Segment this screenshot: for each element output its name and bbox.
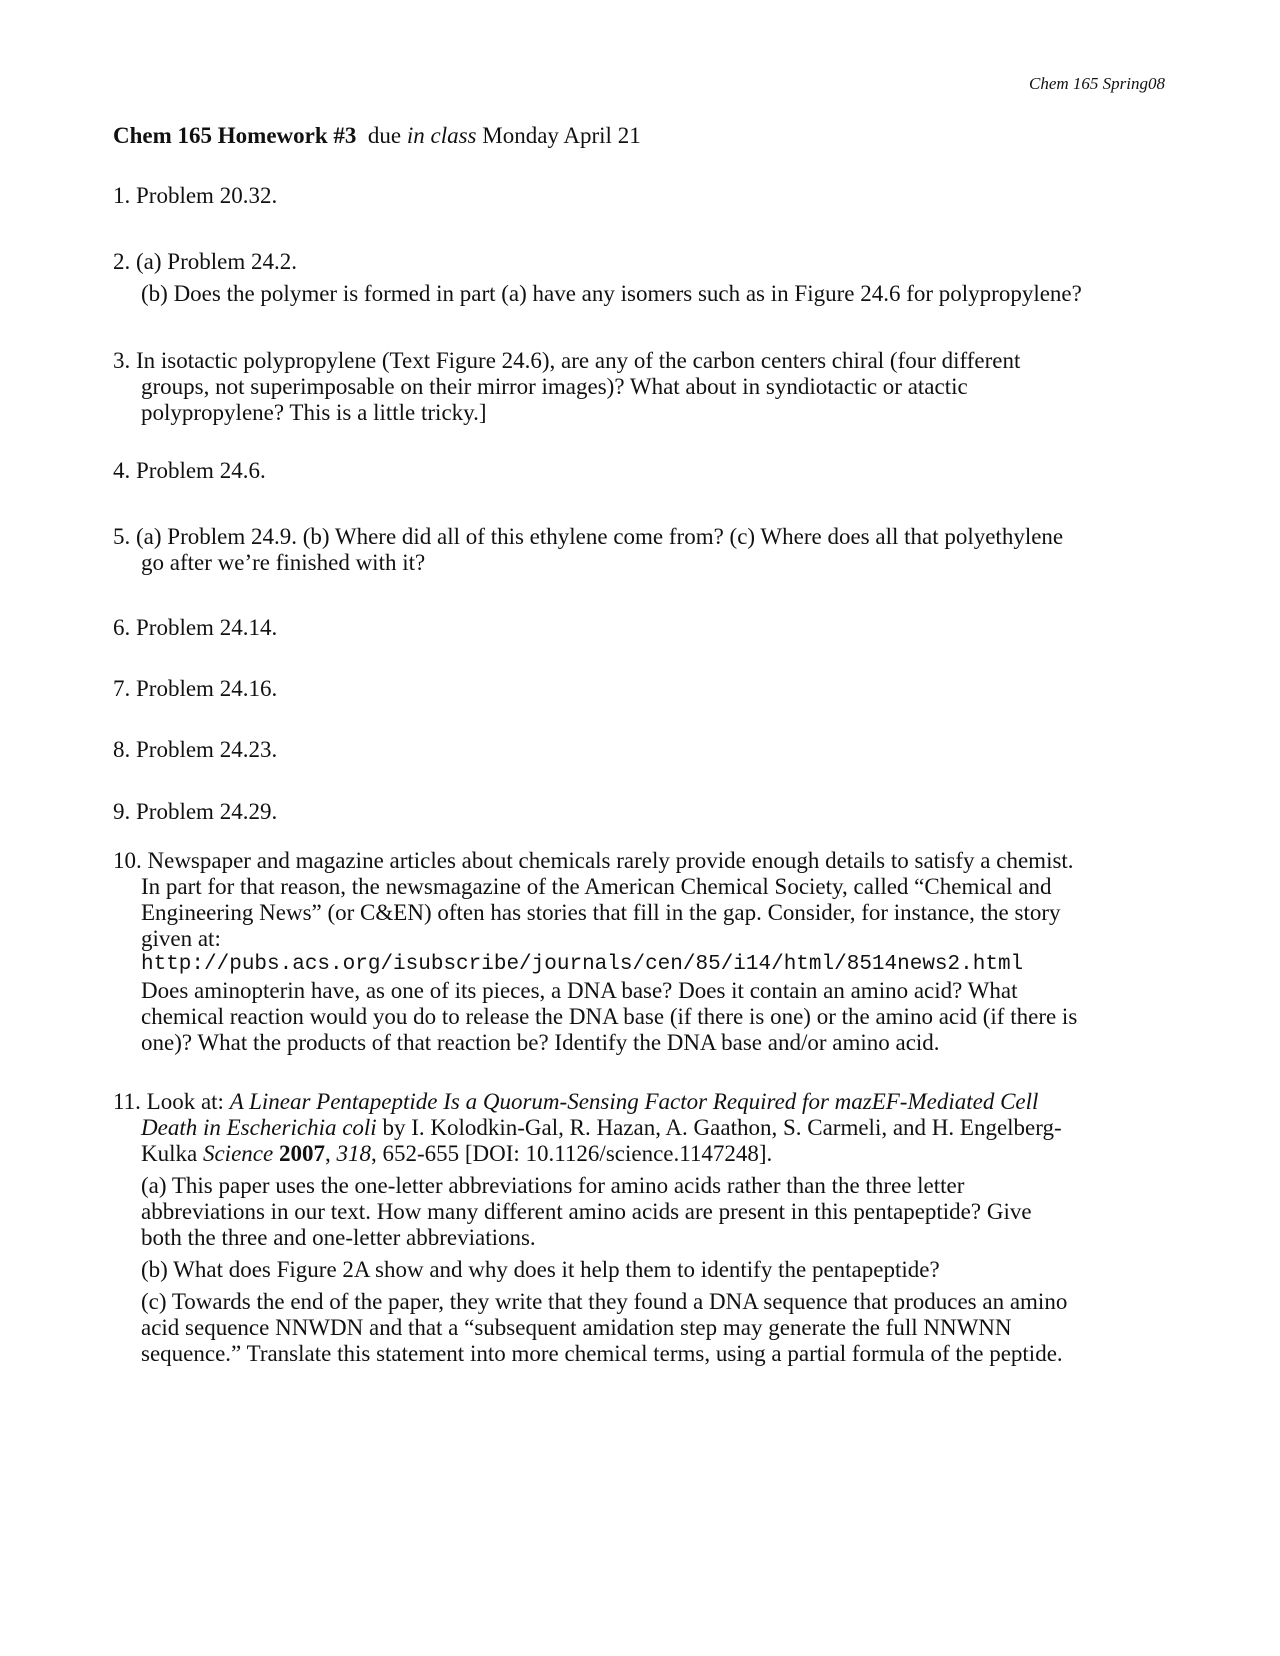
question-7: [113, 676, 1173, 702]
question-11c-line: acid sequence NNWDN and that a “subsequent amidation step may generate the full NNWNN: [141, 1315, 1012, 1340]
question-9: [113, 799, 1173, 825]
question-10-line: one)? What the products of that reaction be? Identify the DNA base and/or amino acid.: [141, 1030, 940, 1055]
question-5-line: go after we’re finished with it?: [141, 550, 426, 575]
question-11b-text: (b) What does Figure 2A show and why does it help them to identify the pentapeptide?: [141, 1257, 940, 1282]
question-2a-text: 2. (a) Problem 24.2.: [113, 249, 297, 274]
question-1-text: 1. Problem 20.32.: [113, 183, 278, 208]
question-3: [113, 348, 1173, 426]
question-11-line: [113, 1089, 1173, 1115]
paper-volume: 318: [336, 1141, 371, 1166]
question-8: [113, 737, 1173, 763]
question-10-line: 10. Newspaper and magazine articles about chemicals rarely provide enough details to satisfy a chemist.: [113, 848, 1074, 873]
question-11c-line: (c) Towards the end of the paper, they write that they found a DNA sequence that produces an amino: [141, 1289, 1068, 1314]
question-11a-line: both the three and one-letter abbreviations.: [141, 1225, 536, 1250]
question-11a-line: abbreviations in our text. How many different amino acids are present in this pentapeptide? Give: [141, 1199, 1032, 1224]
question-11c-line: sequence.” Translate this statement into more chemical terms, using a partial formula of the peptide.: [141, 1341, 1063, 1366]
paper-authors: by I. Kolodkin-Gal, R. Hazan, A. Gaathon, S. Carmeli, and H. Engelberg-: [376, 1115, 1062, 1140]
running-head: Chem 165 Spring08: [1029, 74, 1165, 93]
title-in-class: in class: [406, 123, 477, 148]
paper-authors: Kulka: [141, 1141, 203, 1166]
title-due: due: [367, 123, 402, 148]
question-11: [113, 1089, 1173, 1367]
question-2b-text: (b) Does the polymer is formed in part (a) have any isomers such as in Figure 24.6 for polypropylene?: [141, 281, 1082, 306]
question-3-line: 3. In isotactic polypropylene (Text Figure 24.6), are any of the carbon centers chiral (four different: [113, 348, 1021, 373]
question-10-line: Does aminopterin have, as one of its pieces, a DNA base? Does it contain an amino acid? What: [141, 978, 1018, 1003]
paper-year: 2007: [278, 1141, 325, 1166]
question-11-prefix: 11. Look at:: [113, 1089, 230, 1114]
question-11-line: [113, 1115, 1173, 1141]
page-title: [113, 123, 641, 149]
question-9-text: 9. Problem 24.29.: [113, 799, 278, 824]
article-url-link[interactable]: http://pubs.acs.org/isubscribe/journals/cen/85/i14/html/8514news2.html: [141, 953, 1024, 976]
question-8-text: 8. Problem 24.23.: [113, 737, 278, 762]
question-3-line: groups, not superimposable on their mirror images)? What about in syndiotactic or atactic: [141, 374, 968, 399]
paper-pages: , 652-655 [DOI: 10.1126/science.1147248].: [370, 1141, 773, 1166]
question-5-line: 5. (a) Problem 24.9. (b) Where did all of this ethylene come from? (c) Where does all that polyethylene: [113, 524, 1064, 549]
question-5: [113, 524, 1173, 576]
title-date: Monday April 21: [482, 123, 641, 148]
question-10: [113, 848, 1173, 1056]
question-7-text: 7. Problem 24.16.: [113, 676, 278, 701]
question-6-text: 6. Problem 24.14.: [113, 615, 278, 640]
title-course: Chem 165 Homework #3: [113, 123, 357, 148]
question-2: [113, 249, 1173, 307]
question-10-line: Engineering News” (or C&EN) often has stories that fill in the gap. Consider, for instance, the story: [141, 900, 1061, 925]
paper-journal: Science: [202, 1141, 274, 1166]
question-3-line: polypropylene? This is a little tricky.]: [141, 400, 487, 425]
paper-title: Death in Escherichia coli: [141, 1115, 377, 1140]
paper-title: A Linear Pentapeptide Is a Quorum-Sensing Factor Required for mazEF-Mediated Cell: [229, 1089, 1039, 1114]
question-11a-line: (a) This paper uses the one-letter abbreviations for amino acids rather than the three letter: [141, 1173, 965, 1198]
question-10-line: given at:: [141, 926, 221, 951]
question-4: [113, 458, 1173, 484]
question-10-line: In part for that reason, the newsmagazine of the American Chemical Society, called “Chemical and: [141, 874, 1052, 899]
question-1: [113, 183, 1173, 209]
question-11-line: Kulka Science 2007, 318, 652-655 [DOI: 10.1126/science.1147248].: [141, 1141, 773, 1166]
question-4-text: 4. Problem 24.6.: [113, 458, 266, 483]
question-10-line: chemical reaction would you do to release the DNA base (if there is one) or the amino acid (if there is: [141, 1004, 1078, 1029]
question-6: [113, 615, 1173, 641]
